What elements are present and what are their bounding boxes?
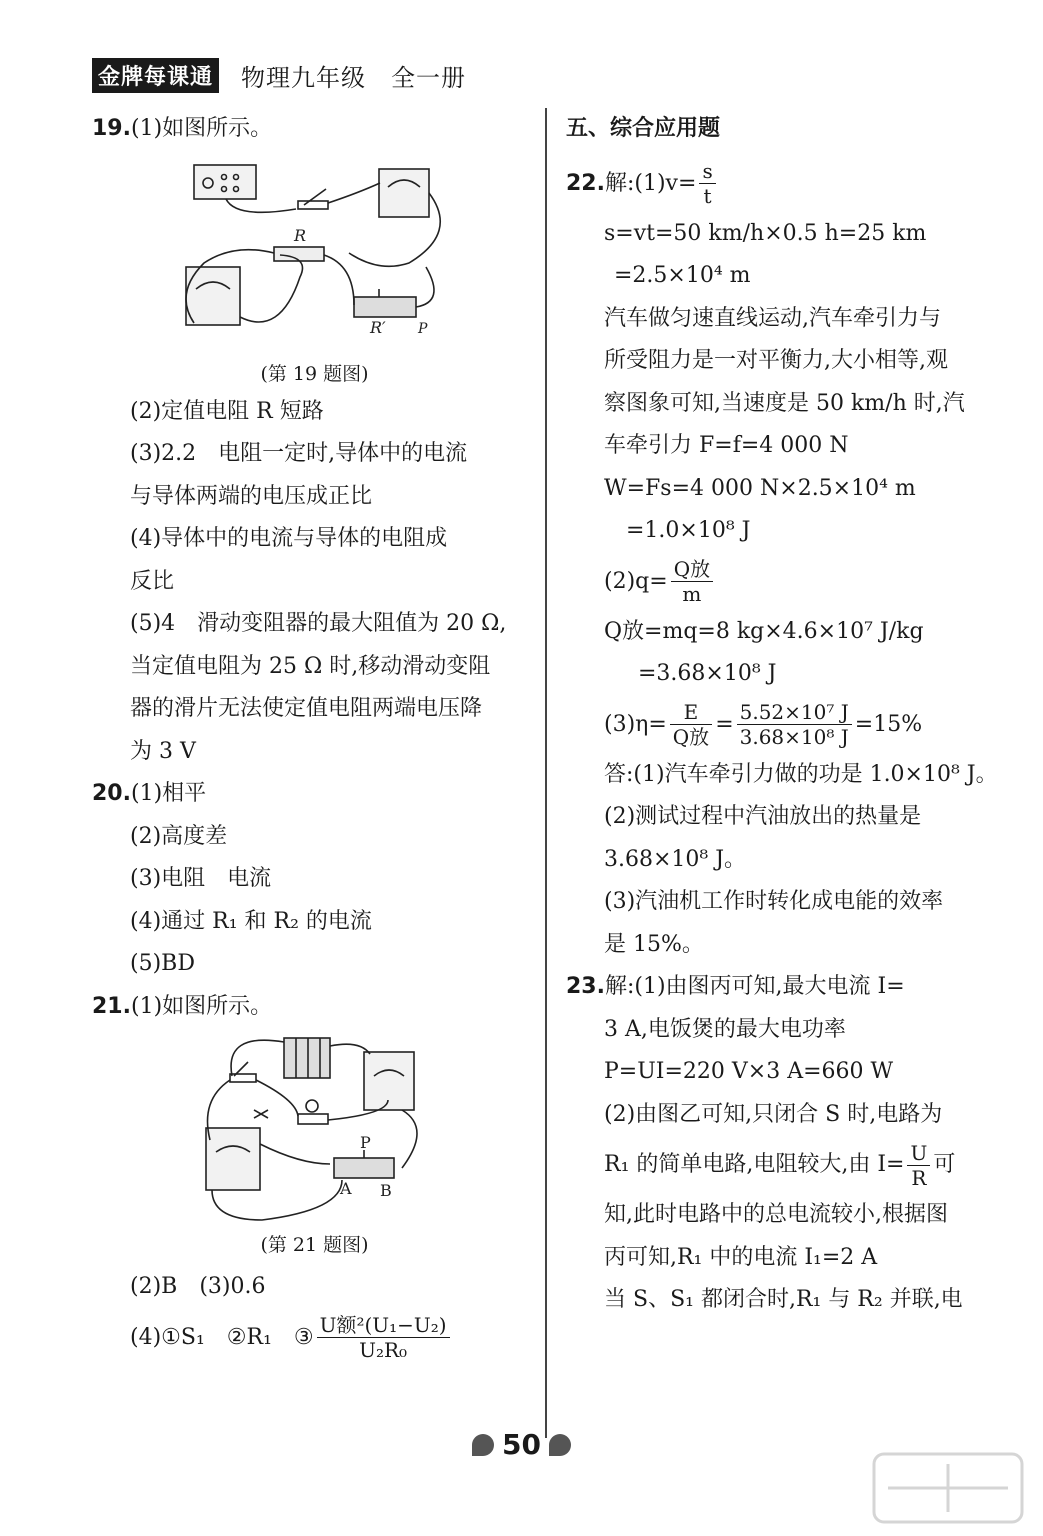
q22-line: 汽车做匀速直线运动,汽车牵引力与	[604, 305, 941, 331]
right-column	[566, 108, 1011, 1322]
book-subject: 物理九年级 全一册	[241, 63, 467, 92]
section-title: 五、综合应用题	[566, 116, 721, 141]
q20-line: (3)电阻 电流	[130, 866, 272, 891]
q20-head: 20.(1)相平	[92, 781, 207, 806]
q22-line: Q放=mq=8 kg×4.6×10⁷ J/kg	[604, 618, 924, 644]
q22-line: 所受阻力是一对平衡力,大小相等,观	[604, 348, 948, 373]
q21-circuit-figure	[192, 1032, 492, 1228]
q22-answer: 是 15%。	[604, 931, 704, 957]
column-divider	[545, 108, 547, 1438]
q23-head: 23.解:(1)由图丙可知,最大电流 I=	[566, 974, 905, 999]
leaf-icon	[549, 1434, 571, 1456]
eta-fraction-1: $\frac{E}{\text{Q放}}$	[670, 700, 712, 749]
q23-line: 知,此时电路中的总电流较小,根据图	[604, 1202, 948, 1227]
page-header	[92, 58, 466, 92]
q22-line: =2.5×10⁴ m	[614, 263, 751, 288]
label-A: A	[340, 1179, 352, 1198]
watermark-logo	[868, 1448, 1028, 1528]
q22-line: 察图象可知,当速度是 50 km/h 时,汽	[604, 390, 965, 416]
eta-fraction-2: $\frac{\text{5.52×10⁷ J}}{\text{3.68×10⁸ J}}$	[737, 700, 852, 749]
q23-line: 3 A,电饭煲的最大电功率	[604, 1016, 846, 1042]
q21-figure-caption: (第 21 题图)	[260, 1234, 369, 1256]
q19-line: (2)定值电阻 R 短路	[130, 398, 324, 424]
brand-logo: 金牌每课通	[92, 58, 219, 93]
q22-q-formula: (2)q= $\frac{\text{Q放}}{m}$	[566, 553, 1011, 611]
q22-answer: 3.68×10⁸ J。	[604, 846, 747, 872]
q19-line: 为 3 V	[130, 738, 196, 764]
page-number: 50	[502, 1428, 541, 1461]
q21-line-4: (4)①S₁ ②R₁ ③ $\frac{\text{U额²(U₁−U₂)}}{\text{U₂R₀}}$	[92, 1309, 537, 1367]
q19-line: 当定值电阻为 25 Ω 时,移动滑动变阻	[130, 653, 491, 679]
q21-head: 21.(1)如图所示。	[92, 993, 273, 1019]
q22-answer: (3)汽油机工作时转化成电能的效率	[604, 889, 944, 914]
q22-line: s=vt=50 km/h×0.5 h=25 km	[604, 220, 927, 246]
q19-line: (3)2.2 电阻一定时,导体中的电流	[130, 441, 468, 466]
q22-answer: 答:(1)汽车牵引力做的功是 1.0×10⁸ J。	[604, 761, 998, 787]
q22-head: 22.解:(1)v= $\frac{s}{t}$	[566, 155, 1011, 213]
i-fraction: $\frac{U}{R}$	[907, 1141, 930, 1190]
label-P: P	[360, 1133, 371, 1152]
q19-figure-caption: (第 19 题图)	[260, 362, 369, 385]
label-P: P	[418, 320, 428, 337]
q21-circuit-drawing	[192, 1032, 492, 1228]
q19-line: 与导体两端的电压成正比	[130, 483, 373, 509]
q19-line: (4)导体中的电流与导体的电阻成	[130, 526, 448, 551]
q22-answer: (2)测试过程中汽油放出的热量是	[604, 804, 922, 829]
q23-line: P=UI=220 V×3 A=660 W	[604, 1059, 894, 1084]
q22-line: =1.0×10⁸ J	[626, 518, 751, 543]
label-R: R	[294, 225, 307, 245]
q19-head: 19.(1)如图所示。	[92, 116, 273, 141]
q21-line-2: (2)B (3)0.6	[130, 1274, 266, 1299]
left-column	[92, 108, 537, 1367]
q21-formula-fraction: $\frac{\text{U额²(U₁−U₂)}}{\text{U₂R₀}}$	[317, 1313, 450, 1362]
q20-line: (2)高度差	[130, 823, 228, 849]
q19-circuit-figure	[174, 157, 474, 357]
q23-line: 当 S、S₁ 都闭合时,R₁ 与 R₂ 并联,电	[604, 1287, 963, 1312]
q23-line: 丙可知,R₁ 中的电流 I₁=2 A	[604, 1244, 878, 1270]
q19-line: 反比	[130, 568, 175, 594]
v-fraction: $\frac{s}{t}$	[699, 159, 715, 208]
q20-line: (5)BD	[130, 951, 195, 976]
q22-line: 车牵引力 F=f=4 000 N	[604, 433, 849, 458]
q22-line: W=Fs=4 000 N×2.5×10⁴ m	[604, 475, 916, 501]
q19-line: (5)4 滑动变阻器的最大阻值为 20 Ω,	[130, 611, 507, 636]
q19-circuit-drawing	[174, 157, 474, 357]
label-R-prime: R′	[370, 317, 386, 337]
q19-line: 器的滑片无法使定值电阻两端电压降	[130, 696, 483, 721]
q20-line: (4)通过 R₁ 和 R₂ 的电流	[130, 908, 372, 934]
leaf-icon	[472, 1434, 494, 1456]
q23-line: (2)由图乙可知,只闭合 S 时,电路为	[604, 1101, 943, 1127]
label-B: B	[380, 1181, 392, 1200]
q-fraction: $\frac{\text{Q放}}{m}$	[671, 557, 713, 606]
q23-line-5: R₁ 的简单电路,电阻较大,由 I= $\frac{U}{R}$ 可	[604, 1140, 956, 1190]
q22-line: =3.68×10⁸ J	[638, 661, 777, 686]
q22-eta-formula: (3)η= $\frac{E}{\text{Q放}}$ = $\frac{\text{5.52×10⁷ J}}{\text{3.68×10⁸ J}}$ =15%	[604, 700, 923, 749]
